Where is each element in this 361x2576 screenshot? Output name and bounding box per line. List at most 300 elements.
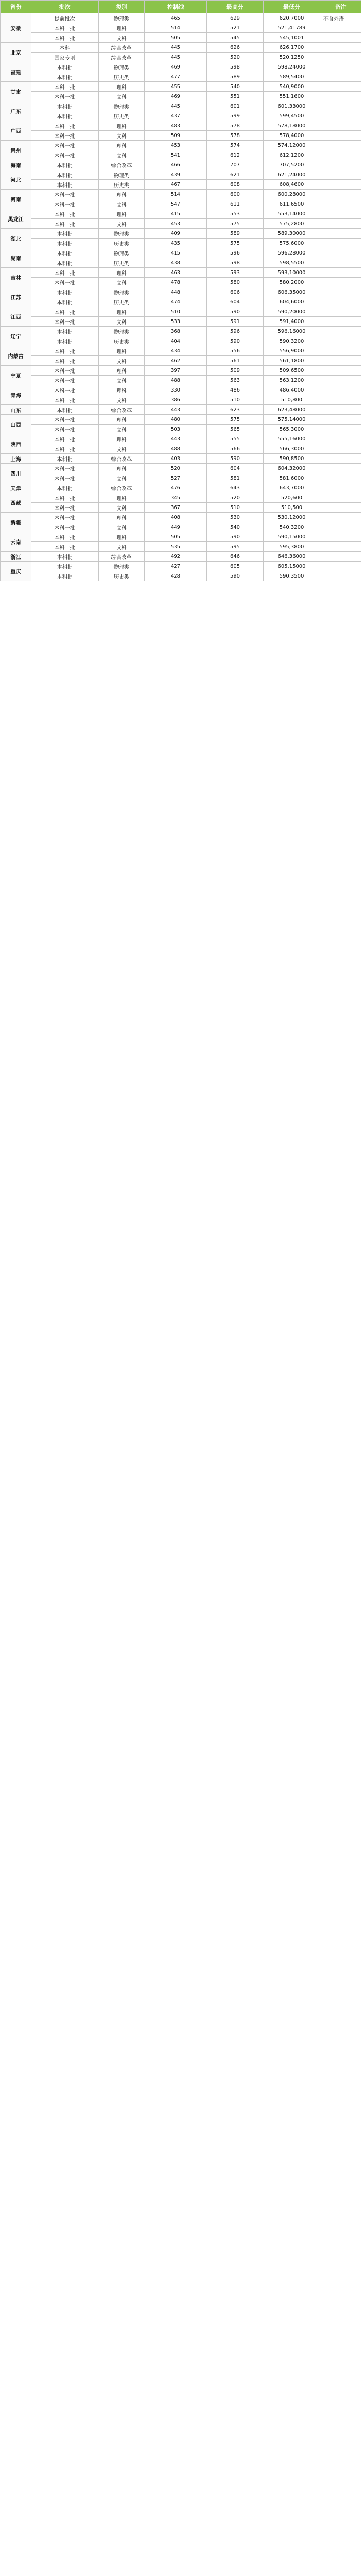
province-cell: 河南 — [1, 190, 31, 209]
category-cell: 理科 — [99, 434, 145, 444]
table-row — [1, 395, 361, 405]
highest-cell: 555 — [207, 434, 264, 444]
highest-cell: 605 — [207, 562, 264, 571]
category-cell: 文科 — [99, 33, 145, 43]
lowest-cell: 590,15000 — [264, 532, 320, 542]
table-row — [1, 268, 361, 278]
control-line-cell: 462 — [145, 356, 207, 366]
control-line-cell: 503 — [145, 425, 207, 434]
batch-cell: 国家专项 — [31, 53, 99, 62]
batch-cell: 本科批 — [31, 483, 99, 493]
note-cell: 不含外语 — [320, 13, 361, 23]
note-cell — [320, 522, 361, 532]
category-cell: 理科 — [99, 307, 145, 317]
category-cell: 文科 — [99, 131, 145, 141]
lowest-cell: 580,2000 — [264, 278, 320, 287]
lowest-cell: 590,8500 — [264, 454, 320, 464]
control-line-cell: 445 — [145, 101, 207, 111]
province-cell: 北京 — [1, 43, 31, 62]
category-cell: 文科 — [99, 150, 145, 160]
category-cell: 综合改革 — [99, 43, 145, 53]
control-line-cell: 476 — [145, 483, 207, 493]
lowest-cell: 608,4600 — [264, 180, 320, 190]
control-line-cell: 469 — [145, 62, 207, 72]
lowest-cell: 575,14000 — [264, 415, 320, 425]
batch-cell: 本科批 — [31, 170, 99, 180]
category-cell: 文科 — [99, 92, 145, 101]
note-cell — [320, 513, 361, 522]
control-line-cell: 477 — [145, 72, 207, 82]
control-line-cell: 478 — [145, 278, 207, 287]
category-cell: 历史类 — [99, 180, 145, 190]
province-cell: 贵州 — [1, 141, 31, 160]
table-row — [1, 219, 361, 229]
lowest-cell: 563,1200 — [264, 376, 320, 385]
category-cell: 文科 — [99, 522, 145, 532]
note-cell — [320, 268, 361, 278]
note-cell — [320, 43, 361, 53]
table-row — [1, 229, 361, 239]
control-line-cell: 488 — [145, 376, 207, 385]
control-line-cell: 467 — [145, 180, 207, 190]
table-row — [1, 62, 361, 72]
category-cell: 综合改革 — [99, 53, 145, 62]
table-row — [1, 190, 361, 199]
lowest-cell: 578,18000 — [264, 121, 320, 131]
note-cell — [320, 278, 361, 287]
header-category: 类别 — [99, 1, 145, 13]
control-line-cell: 443 — [145, 405, 207, 415]
header-province: 省份 — [1, 1, 31, 13]
highest-cell: 590 — [207, 307, 264, 317]
control-line-cell: 514 — [145, 190, 207, 199]
note-cell — [320, 405, 361, 415]
batch-cell: 本科一批 — [31, 522, 99, 532]
lowest-cell: 626,1700 — [264, 43, 320, 53]
note-cell — [320, 160, 361, 170]
lowest-cell: 520,1250 — [264, 53, 320, 62]
lowest-cell: 590,3200 — [264, 336, 320, 346]
table-row — [1, 483, 361, 493]
batch-cell: 本科一批 — [31, 395, 99, 405]
control-line-cell: 505 — [145, 532, 207, 542]
highest-cell: 611 — [207, 199, 264, 209]
note-cell — [320, 366, 361, 376]
table-row — [1, 385, 361, 395]
highest-cell: 509 — [207, 366, 264, 376]
highest-cell: 575 — [207, 219, 264, 229]
batch-cell: 本科批 — [31, 160, 99, 170]
table-row — [1, 571, 361, 581]
control-line-cell: 466 — [145, 160, 207, 170]
lowest-cell: 707,5200 — [264, 160, 320, 170]
lowest-cell: 540,9000 — [264, 82, 320, 92]
control-line-cell: 415 — [145, 248, 207, 258]
table-row — [1, 366, 361, 376]
control-line-cell: 453 — [145, 219, 207, 229]
batch-cell: 本科批 — [31, 562, 99, 571]
note-cell — [320, 287, 361, 297]
table-row — [1, 258, 361, 268]
batch-cell: 本科批 — [31, 111, 99, 121]
batch-cell: 本科一批 — [31, 425, 99, 434]
lowest-cell: 621,24000 — [264, 170, 320, 180]
highest-cell: 578 — [207, 121, 264, 131]
lowest-cell: 540,3200 — [264, 522, 320, 532]
control-line-cell: 386 — [145, 395, 207, 405]
lowest-cell: 601,33000 — [264, 101, 320, 111]
control-line-cell: 445 — [145, 53, 207, 62]
table-row — [1, 287, 361, 297]
control-line-cell: 427 — [145, 562, 207, 571]
highest-cell: 629 — [207, 13, 264, 23]
highest-cell: 530 — [207, 513, 264, 522]
lowest-cell: 606,35000 — [264, 287, 320, 297]
lowest-cell: 521,41789 — [264, 23, 320, 33]
note-cell — [320, 209, 361, 219]
table-row — [1, 111, 361, 121]
note-cell — [320, 532, 361, 542]
control-line-cell: 437 — [145, 111, 207, 121]
batch-cell: 本科批 — [31, 229, 99, 239]
batch-cell: 本科一批 — [31, 199, 99, 209]
category-cell: 文科 — [99, 278, 145, 287]
batch-cell: 本科批 — [31, 297, 99, 307]
table-row — [1, 131, 361, 141]
province-cell: 西藏 — [1, 493, 31, 513]
province-cell: 福建 — [1, 62, 31, 82]
batch-cell: 本科一批 — [31, 82, 99, 92]
note-cell — [320, 239, 361, 248]
category-cell: 文科 — [99, 503, 145, 513]
batch-cell: 本科批 — [31, 180, 99, 190]
category-cell: 文科 — [99, 395, 145, 405]
batch-cell: 本科批 — [31, 327, 99, 336]
lowest-cell: 575,6000 — [264, 239, 320, 248]
lowest-cell: 620,7000 — [264, 13, 320, 23]
province-cell: 安徽 — [1, 13, 31, 43]
highest-cell: 643 — [207, 483, 264, 493]
table-row — [1, 464, 361, 473]
lowest-cell: 598,5500 — [264, 258, 320, 268]
batch-cell: 本科一批 — [31, 150, 99, 160]
lowest-cell: 598,24000 — [264, 62, 320, 72]
lowest-cell: 520,600 — [264, 493, 320, 503]
control-line-cell: 330 — [145, 385, 207, 395]
batch-cell: 本科批 — [31, 101, 99, 111]
note-cell — [320, 33, 361, 43]
control-line-cell: 480 — [145, 415, 207, 425]
note-cell — [320, 503, 361, 513]
batch-cell: 本科一批 — [31, 346, 99, 356]
province-cell: 黑龙江 — [1, 209, 31, 229]
category-cell: 文科 — [99, 473, 145, 483]
note-cell — [320, 53, 361, 62]
note-cell — [320, 229, 361, 239]
control-line-cell: 397 — [145, 366, 207, 376]
table-row — [1, 415, 361, 425]
category-cell: 物理类 — [99, 13, 145, 23]
control-line-cell: 527 — [145, 473, 207, 483]
category-cell: 物理类 — [99, 101, 145, 111]
category-cell: 理科 — [99, 268, 145, 278]
province-cell: 江苏 — [1, 287, 31, 307]
header-note: 备注 — [320, 1, 361, 13]
lowest-cell: 612,1200 — [264, 150, 320, 160]
highest-cell: 606 — [207, 287, 264, 297]
province-cell: 青海 — [1, 385, 31, 405]
category-cell: 文科 — [99, 542, 145, 552]
category-cell: 理科 — [99, 415, 145, 425]
table-row — [1, 346, 361, 356]
control-line-cell: 439 — [145, 170, 207, 180]
category-cell: 理科 — [99, 385, 145, 395]
table-row — [1, 522, 361, 532]
batch-cell: 本科一批 — [31, 415, 99, 425]
category-cell: 理科 — [99, 366, 145, 376]
control-line-cell: 488 — [145, 444, 207, 454]
province-cell: 陕西 — [1, 434, 31, 454]
note-cell — [320, 258, 361, 268]
highest-cell: 540 — [207, 522, 264, 532]
province-cell: 云南 — [1, 532, 31, 552]
highest-cell: 608 — [207, 180, 264, 190]
category-cell: 历史类 — [99, 258, 145, 268]
province-cell: 广东 — [1, 101, 31, 121]
table-row — [1, 503, 361, 513]
table-row — [1, 327, 361, 336]
control-line-cell: 435 — [145, 239, 207, 248]
highest-cell: 590 — [207, 571, 264, 581]
category-cell: 理科 — [99, 464, 145, 473]
note-cell — [320, 101, 361, 111]
category-cell: 物理类 — [99, 327, 145, 336]
batch-cell: 本科批 — [31, 405, 99, 415]
table-row — [1, 23, 361, 33]
province-cell: 四川 — [1, 464, 31, 483]
note-cell — [320, 483, 361, 493]
category-cell: 物理类 — [99, 62, 145, 72]
table-row — [1, 170, 361, 180]
note-cell — [320, 23, 361, 33]
table-row — [1, 209, 361, 219]
page — [0, 0, 361, 581]
province-cell: 河北 — [1, 170, 31, 190]
control-line-cell: 514 — [145, 23, 207, 33]
category-cell: 历史类 — [99, 239, 145, 248]
highest-cell: 580 — [207, 278, 264, 287]
category-cell: 综合改革 — [99, 483, 145, 493]
control-line-cell: 510 — [145, 307, 207, 317]
batch-cell: 本科一批 — [31, 209, 99, 219]
table-row — [1, 542, 361, 552]
highest-cell: 574 — [207, 141, 264, 150]
category-cell: 文科 — [99, 425, 145, 434]
category-cell: 文科 — [99, 317, 145, 327]
note-cell — [320, 150, 361, 160]
batch-cell: 本科一批 — [31, 268, 99, 278]
control-line-cell: 428 — [145, 571, 207, 581]
batch-cell: 本科批 — [31, 62, 99, 72]
province-cell: 新疆 — [1, 513, 31, 532]
table-row — [1, 141, 361, 150]
lowest-cell: 590,3500 — [264, 571, 320, 581]
highest-cell: 510 — [207, 503, 264, 513]
batch-cell: 本科批 — [31, 336, 99, 346]
control-line-cell: 520 — [145, 464, 207, 473]
highest-cell: 581 — [207, 473, 264, 483]
batch-cell: 本科一批 — [31, 444, 99, 454]
batch-cell: 本科一批 — [31, 376, 99, 385]
batch-cell: 本科一批 — [31, 493, 99, 503]
note-cell — [320, 493, 361, 503]
province-cell: 宁夏 — [1, 366, 31, 385]
lowest-cell: 604,6000 — [264, 297, 320, 307]
control-line-cell: 345 — [145, 493, 207, 503]
table-row — [1, 376, 361, 385]
header-batch: 批次 — [31, 1, 99, 13]
batch-cell: 本科一批 — [31, 503, 99, 513]
highest-cell: 565 — [207, 425, 264, 434]
batch-cell: 本科一批 — [31, 542, 99, 552]
highest-cell: 553 — [207, 209, 264, 219]
lowest-cell: 590,20000 — [264, 307, 320, 317]
batch-cell: 本科一批 — [31, 366, 99, 376]
table-row — [1, 473, 361, 483]
table-row — [1, 160, 361, 170]
highest-cell: 590 — [207, 532, 264, 542]
batch-cell: 提前批次 — [31, 13, 99, 23]
category-cell: 理科 — [99, 82, 145, 92]
highest-cell: 590 — [207, 336, 264, 346]
lowest-cell: 509,6500 — [264, 366, 320, 376]
category-cell: 理科 — [99, 209, 145, 219]
highest-cell: 510 — [207, 395, 264, 405]
batch-cell: 本科一批 — [31, 434, 99, 444]
category-cell: 理科 — [99, 23, 145, 33]
note-cell — [320, 415, 361, 425]
highest-cell: 551 — [207, 92, 264, 101]
control-line-cell: 403 — [145, 454, 207, 464]
note-cell — [320, 376, 361, 385]
batch-cell: 本科批 — [31, 72, 99, 82]
batch-cell: 本科一批 — [31, 307, 99, 317]
table-row — [1, 444, 361, 454]
control-line-cell: 443 — [145, 434, 207, 444]
category-cell: 文科 — [99, 199, 145, 209]
lowest-cell: 589,5400 — [264, 72, 320, 82]
note-cell — [320, 317, 361, 327]
lowest-cell: 578,4000 — [264, 131, 320, 141]
header-row — [1, 1, 361, 13]
table-row — [1, 317, 361, 327]
batch-cell: 本科一批 — [31, 141, 99, 150]
control-line-cell: 438 — [145, 258, 207, 268]
batch-cell: 本科一批 — [31, 131, 99, 141]
lowest-cell: 551,1600 — [264, 92, 320, 101]
table-row — [1, 199, 361, 209]
batch-cell: 本科一批 — [31, 190, 99, 199]
highest-cell: 578 — [207, 131, 264, 141]
table-row — [1, 180, 361, 190]
control-line-cell: 463 — [145, 268, 207, 278]
lowest-cell: 605,15000 — [264, 562, 320, 571]
category-cell: 综合改革 — [99, 405, 145, 415]
lowest-cell: 510,500 — [264, 503, 320, 513]
highest-cell: 575 — [207, 239, 264, 248]
note-cell — [320, 180, 361, 190]
table-row — [1, 239, 361, 248]
note-cell — [320, 92, 361, 101]
province-cell: 湖北 — [1, 229, 31, 248]
lowest-cell: 545,1001 — [264, 33, 320, 43]
table-row — [1, 356, 361, 366]
note-cell — [320, 385, 361, 395]
note-cell — [320, 356, 361, 366]
table-row — [1, 513, 361, 522]
note-cell — [320, 571, 361, 581]
table-header — [1, 1, 361, 13]
category-cell: 文科 — [99, 356, 145, 366]
batch-cell: 本科一批 — [31, 219, 99, 229]
batch-cell: 本科批 — [31, 239, 99, 248]
table-row — [1, 297, 361, 307]
highest-cell: 556 — [207, 346, 264, 356]
control-line-cell: 455 — [145, 82, 207, 92]
highest-cell: 575 — [207, 415, 264, 425]
table-row — [1, 405, 361, 415]
control-line-cell: 445 — [145, 43, 207, 53]
highest-cell: 600 — [207, 190, 264, 199]
lowest-cell: 611,6500 — [264, 199, 320, 209]
highest-cell: 646 — [207, 552, 264, 562]
batch-cell: 本科一批 — [31, 92, 99, 101]
highest-cell: 599 — [207, 111, 264, 121]
lowest-cell: 600,28000 — [264, 190, 320, 199]
highest-cell: 612 — [207, 150, 264, 160]
lowest-cell: 596,28000 — [264, 248, 320, 258]
table-row — [1, 13, 361, 23]
highest-cell: 545 — [207, 33, 264, 43]
highest-cell: 598 — [207, 62, 264, 72]
control-line-cell: 408 — [145, 513, 207, 522]
category-cell: 文科 — [99, 376, 145, 385]
province-cell: 辽宁 — [1, 327, 31, 346]
batch-cell: 本科批 — [31, 571, 99, 581]
category-cell: 综合改革 — [99, 552, 145, 562]
note-cell — [320, 336, 361, 346]
highest-cell: 486 — [207, 385, 264, 395]
control-line-cell: 453 — [145, 141, 207, 150]
lowest-cell: 643,7000 — [264, 483, 320, 493]
lowest-cell: 599,4500 — [264, 111, 320, 121]
lowest-cell: 591,4000 — [264, 317, 320, 327]
table-row — [1, 493, 361, 503]
control-line-cell: 415 — [145, 209, 207, 219]
lowest-cell: 530,12000 — [264, 513, 320, 522]
highest-cell: 604 — [207, 464, 264, 473]
batch-cell: 本科批 — [31, 248, 99, 258]
table-row — [1, 562, 361, 571]
highest-cell: 589 — [207, 229, 264, 239]
note-cell — [320, 395, 361, 405]
note-cell — [320, 141, 361, 150]
batch-cell: 本科批 — [31, 287, 99, 297]
batch-cell: 本科一批 — [31, 473, 99, 483]
note-cell — [320, 473, 361, 483]
highest-cell: 589 — [207, 72, 264, 82]
highest-cell: 566 — [207, 444, 264, 454]
